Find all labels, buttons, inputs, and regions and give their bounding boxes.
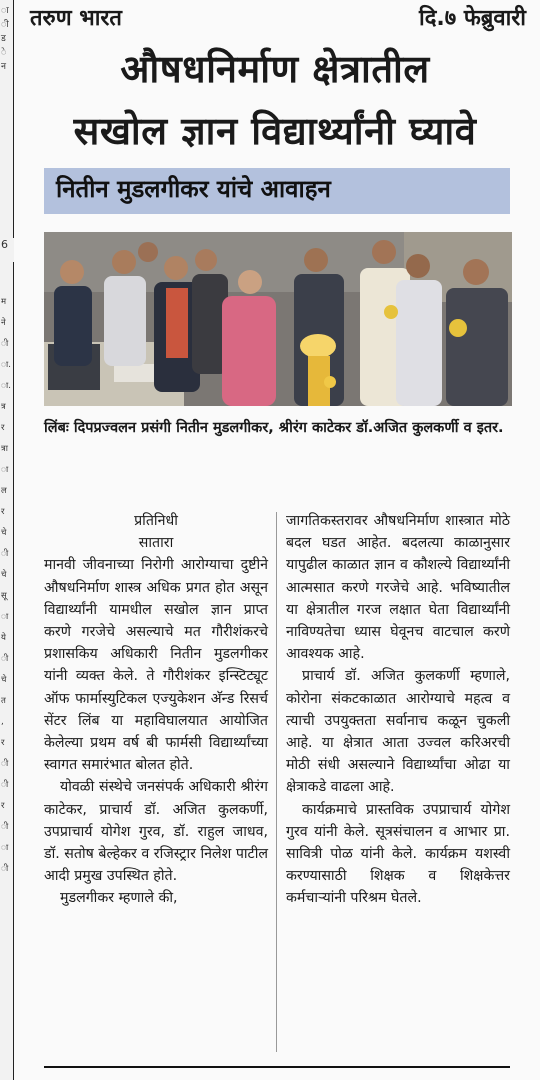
article-paragraph: प्राचार्य डॉ. अजित कुलकर्णी म्हणाले, कोरोना संकटकाळात आरोग्याचे महत्व व त्याची उपयुक्तता सर्वानाच कळून चुकली आहे. या क्षेत्रात आता उज्वल करिअरची मोठी संधी असल्याने विद्यार्थ्यांचा ओढा या क्षेत्राकडे वाढला आहे. <box>286 668 510 796</box>
article-paragraph: योवळी संस्थेचे जनसंपर्क अधिकारी श्रीरंग काटेकर, प्राचार्य डॉ. अजित कुलकर्णी, उपप्राचार्य योगेश गुरव, डॉ. राहुल जाधव, डॉ. सतोष बेल्हेकर व रजिस्ट्रार निलेश पाटील आदी प्रमुख उपस्थित होते. <box>44 779 268 885</box>
photo-caption: लिंबः दिपप्रज्वलन प्रसंगी नितीन मुडलगीकर, श्रीरंग काटेकर डॉ.अजित कुलकर्णी व इतर. <box>44 420 504 436</box>
byline-correspondent: प्रतिनिधी <box>134 513 178 529</box>
publication-date: दि.७ फेब्रुवारी <box>419 6 526 31</box>
event-photo <box>44 232 512 406</box>
article-paragraph: मानवी जीवनाच्या निरोगी आरोग्याचा दुष्टीने औषधनिर्माण शास्त्र अधिक प्रगत होत असून विद्यार्थ्यांनी यामधील सखोल ज्ञान प्राप्त करणे गरजेचे असल्याचे मत गौरीशंकरचे प्रशासकिय अधिकारी नितीन मुडलगीकर यांनी व्यक्त केले. ते गौरीशंकर इन्स्टिट्यूट ऑफ फार्मास्युटिकल एज्युकेशन अ‍ॅन्ड रिसर्च सेंटर लिंब या महाविघालयात आयोजित केलेल्या प्रथम वर्ष बी फार्मसी विद्यार्थ्यांच्या स्वागत समारंभात बोलत होते. <box>44 557 268 774</box>
strip-rule-top <box>13 0 14 238</box>
article-column-right <box>286 510 510 910</box>
article-paragraph: जागतिकस्तरावर औषधनिर्माण शास्त्रात मोठे बदल घडत आहेत. बदलत्या काळानुसार यापुढील काळात ज्ञान व कौशल्ये विद्यार्थ्यांनी आत्मसात करणे गरजेचे आहे. भविष्यातील या क्षेत्रातील गरज लक्षात घेता विद्यार्थ्यांनी नाविण्यतेचा ध्यास घेवूनच वाटचाल करणे आवश्यक आहे. <box>286 513 510 663</box>
subheadline: नितीन मुडलगीकर यांचे आवाहन <box>56 175 331 203</box>
adjacent-column-text-top: ा ी ड े न <box>1 6 9 72</box>
article-paragraph: कार्यक्रमाचे प्रास्तविक उपप्राचार्य योगेश गुरव यांनी केले. सूत्रसंचालन व आभार प्रा. सावित्री पोळ यांनी केले. कार्यक्रम यशस्वी करण्यासाठी शिक्षक व शिक्षकेत्तर कर्मचाऱ्यांनी परिश्रम घेतले. <box>286 801 510 907</box>
strip-mark: 6 <box>1 238 8 251</box>
article-paragraph: मुडलगीकर म्हणाले की, <box>60 890 178 907</box>
headline-line-1: औषधनिर्माण क्षेत्रातील <box>120 47 430 91</box>
byline-location: सातारा <box>138 535 174 552</box>
article-column-left <box>44 510 268 910</box>
strip-rule-bottom <box>13 262 14 1080</box>
photo-illustration <box>44 232 512 406</box>
adjacent-column-text: म ने ी ा. ा. त्र र त्रा ा ल र चे ी चे सू ा ये ी चे त , र ी ी र ी ा ी <box>1 297 11 874</box>
headline-line-2: सखोल ज्ञान विद्यार्थ्यांनी घ्यावे <box>73 109 477 153</box>
newspaper-name: तरुण भारत <box>30 6 122 31</box>
column-divider <box>276 512 277 1052</box>
bottom-rule <box>44 1066 510 1068</box>
